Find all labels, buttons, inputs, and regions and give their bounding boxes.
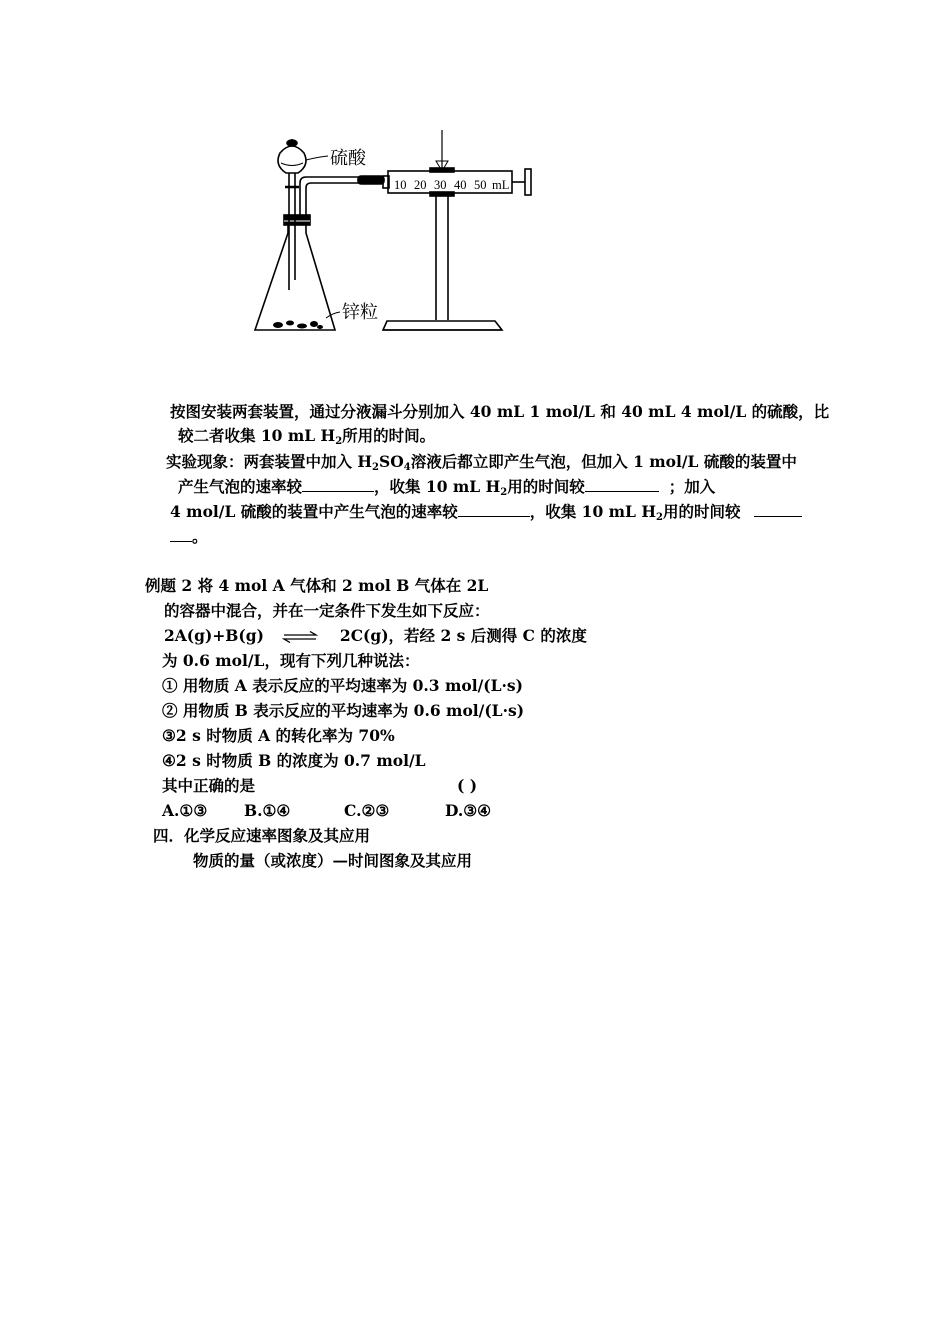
question-stem: 其中正确的是 [162,776,256,795]
para2-line3: 4 mol/L 硫酸的装置中产生气泡的速率较 ，收集 10 mL $H_2$用的时间较 [170,502,802,522]
section4-subheading: 物质的量（或浓度）—时间图象及其应用 [193,851,473,870]
syringe-tick-40: 40 [454,178,467,192]
option-b[interactable]: B.①④ [244,801,291,820]
answer-blank-3[interactable] [458,502,530,517]
statement-2: ② 用物质 B 表示反应的平均速率为 0.6 mol/(L·s) [162,701,525,720]
para1-line2: 较二者收集 10 mL $H_2$所用的时间。 [178,426,436,447]
answer-blank-4b[interactable] [170,527,192,542]
apparatus-figure [240,125,540,340]
example2-equation: 2A(g)+B(g) 2C(g)，若经 2 s 后测得 C 的浓度 [164,626,587,645]
example2-line2: 的容器中混合，并在一定条件下发生如下反应： [164,601,490,620]
option-c[interactable]: C.②③ [344,801,390,820]
option-d[interactable]: D.③④ [445,801,492,820]
syringe-tick-30: 30 [434,178,447,192]
option-a[interactable]: A.①③ [162,801,208,820]
example2-line4: 为 0.6 mol/L，现有下列几种说法： [162,651,420,670]
answer-blank-2[interactable] [585,477,659,492]
section4-heading: 四．化学反应速率图象及其应用 [153,826,371,845]
statement-3: ③2 s 时物质 A 的转化率为 70% [162,726,395,745]
acid-label: 硫酸 [330,148,366,169]
syringe-tick-10: 10 [394,178,407,192]
para2-line4: 。 [170,527,208,547]
syringe-tick-50: 50 [474,178,487,192]
para1-line1: 按图安装两套装置，通过分液漏斗分别加入 40 mL 1 mol/L 和 40 mL 4 mol/L 的硫酸，比 [170,402,830,421]
syringe-unit: mL [492,178,510,192]
example2-title: 例题 2 将 4 mol A 气体和 2 mol B 气体在 2L [145,576,489,595]
statement-1: ① 用物质 A 表示反应的平均速率为 0.3 mol/(L·s) [162,676,523,695]
equilibrium-arrow-icon [282,631,318,643]
zinc-label: 锌粒 [342,302,378,323]
answer-paren[interactable]: ( ) [457,776,478,795]
statement-4: ④2 s 时物质 B 的浓度为 0.7 mol/L [162,751,426,770]
para2-line1: 实验现象：两套装置中加入 $H_2SO_4$溶液后都立即产生气泡，但加入 1 mol/L 硫酸的装置中 [166,452,797,473]
answer-blank-4a[interactable] [754,502,802,517]
answer-blank-1[interactable] [302,477,374,492]
syringe-tick-20: 20 [414,178,427,192]
para2-line2: 产生气泡的速率较 ，收集 10 mL $H_2$用的时间较 ；加入 [178,477,716,498]
